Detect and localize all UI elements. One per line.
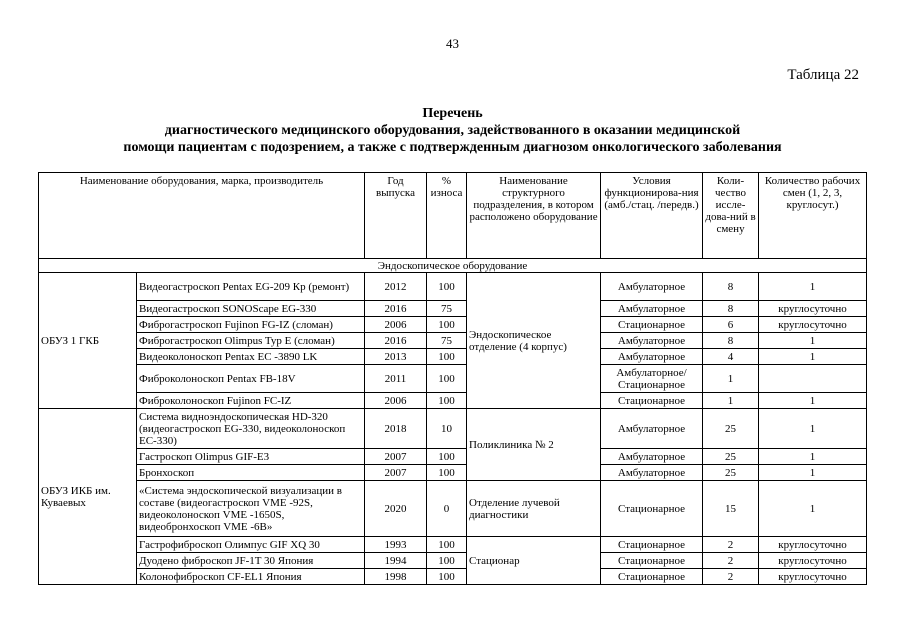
table-row — [39, 465, 867, 481]
conditions-cell: Амбулаторное/ Стационарное — [601, 365, 703, 393]
table-row — [39, 481, 867, 537]
wear-cell: 0 — [427, 481, 467, 537]
shifts-cell: круглосуточно — [759, 553, 867, 569]
count-cell: 6 — [703, 317, 759, 333]
count-cell: 25 — [703, 449, 759, 465]
wear-cell: 100 — [427, 393, 467, 409]
year-cell: 1993 — [365, 537, 427, 553]
table-row — [39, 537, 867, 553]
section-label: Эндоскопическое оборудование — [39, 259, 867, 273]
table-row — [39, 333, 867, 349]
wear-cell: 100 — [427, 465, 467, 481]
year-cell: 2006 — [365, 393, 427, 409]
conditions-cell: Стационарное — [601, 317, 703, 333]
equipment-name: Видеогастроскоп SONOScape EG-330 — [137, 301, 365, 317]
equipment-name: Дуодено фиброскоп JF-1T 30 Япония — [137, 553, 365, 569]
shifts-cell: 1 — [759, 349, 867, 365]
title-line-3: помощи пациентам с подозрением, а также с подтвержденным диагнозом онкологического заболевания — [123, 140, 782, 155]
year-cell: 2020 — [365, 481, 427, 537]
unit-cell: Отделение лучевой диагностики — [467, 481, 601, 537]
shifts-cell: круглосуточно — [759, 301, 867, 317]
count-cell: 25 — [703, 409, 759, 449]
document-title — [0, 105, 905, 156]
table-row — [39, 569, 867, 585]
equipment-name: Видеогастроскоп Pentax EG-209 Кр (ремонт) — [137, 273, 365, 301]
section-row — [39, 259, 867, 273]
conditions-cell: Амбулаторное — [601, 449, 703, 465]
conditions-cell: Амбулаторное — [601, 301, 703, 317]
table-row — [39, 393, 867, 409]
year-cell: 2016 — [365, 301, 427, 317]
table-row — [39, 349, 867, 365]
year-cell: 2016 — [365, 333, 427, 349]
title-line-1: Перечень — [422, 106, 483, 121]
conditions-cell: Стационарное — [601, 393, 703, 409]
shifts-cell — [759, 365, 867, 393]
wear-cell: 100 — [427, 449, 467, 465]
equipment-name: Фиброгастроскоп Olimpus Typ E (сломан) — [137, 333, 365, 349]
year-cell: 2007 — [365, 465, 427, 481]
table-row — [39, 317, 867, 333]
conditions-cell: Амбулаторное — [601, 465, 703, 481]
table-row — [39, 365, 867, 393]
year-cell: 1994 — [365, 553, 427, 569]
equipment-name: Колонофиброскоп CF-EL1 Япония — [137, 569, 365, 585]
shifts-cell: 1 — [759, 481, 867, 537]
unit-cell: Поликлиника № 2 — [467, 409, 601, 481]
header-shifts: Количество рабочих смен (1, 2, 3, круглосут.) — [759, 173, 867, 259]
shifts-cell: 1 — [759, 465, 867, 481]
conditions-cell: Амбулаторное — [601, 349, 703, 365]
count-cell: 8 — [703, 333, 759, 349]
shifts-cell: 1 — [759, 409, 867, 449]
year-cell: 2013 — [365, 349, 427, 365]
equipment-name: Гастрофиброскоп Олимпус GIF XQ 30 — [137, 537, 365, 553]
table-row — [39, 449, 867, 465]
wear-cell: 100 — [427, 569, 467, 585]
header-name: Наименование оборудования, марка, производитель — [39, 173, 365, 259]
count-cell: 1 — [703, 365, 759, 393]
shifts-cell: 1 — [759, 393, 867, 409]
header-count: Коли-чество иссле-дова-ний в смену — [703, 173, 759, 259]
conditions-cell: Стационарное — [601, 553, 703, 569]
conditions-cell: Амбулаторное — [601, 409, 703, 449]
header-unit: Наименование структурного подразделения, в котором расположено оборудование — [467, 173, 601, 259]
count-cell: 8 — [703, 301, 759, 317]
header-wear: % износа — [427, 173, 467, 259]
equipment-name: Бронхоскоп — [137, 465, 365, 481]
count-cell: 8 — [703, 273, 759, 301]
equipment-name: Фиброгастроскоп Fujinon FG-IZ (сломан) — [137, 317, 365, 333]
shifts-cell: 1 — [759, 449, 867, 465]
count-cell: 25 — [703, 465, 759, 481]
conditions-cell: Амбулаторное — [601, 273, 703, 301]
wear-cell: 100 — [427, 349, 467, 365]
shifts-cell: круглосуточно — [759, 317, 867, 333]
org-cell: ОБУЗ ИКБ им. Куваевых — [39, 409, 137, 585]
header-row — [39, 173, 867, 259]
year-cell: 2012 — [365, 273, 427, 301]
shifts-cell: круглосуточно — [759, 569, 867, 585]
wear-cell: 75 — [427, 301, 467, 317]
equipment-name: «Система эндоскопической визуализации в составе (видеогастроскоп VME -92S, видеоколоноскоп VME -1650S, видеобронхоскоп VME -6B» — [137, 481, 365, 537]
count-cell: 2 — [703, 569, 759, 585]
equipment-name: Система видноэндоскопическая HD-320 (видеогастроскоп EG-330, видеоколоноскоп EC-330) — [137, 409, 365, 449]
shifts-cell: 1 — [759, 333, 867, 349]
wear-cell: 75 — [427, 333, 467, 349]
conditions-cell: Стационарное — [601, 481, 703, 537]
conditions-cell: Амбулаторное — [601, 333, 703, 349]
unit-cell: Стационар — [467, 537, 601, 585]
year-cell: 2011 — [365, 365, 427, 393]
unit-cell: Эндоскопическое отделение (4 корпус) — [467, 273, 601, 409]
equipment-name: Видеоколоноскоп Pentax EC -3890 LK — [137, 349, 365, 365]
header-conditions: Условия функционирова-ния (амб./стац. /передв.) — [601, 173, 703, 259]
count-cell: 2 — [703, 537, 759, 553]
year-cell: 2018 — [365, 409, 427, 449]
table-row — [39, 553, 867, 569]
wear-cell: 100 — [427, 273, 467, 301]
page-number: 43 — [446, 36, 459, 51]
header-year: Год выпуска — [365, 173, 427, 259]
count-cell: 4 — [703, 349, 759, 365]
wear-cell: 100 — [427, 537, 467, 553]
equipment-table — [38, 172, 867, 585]
wear-cell: 100 — [427, 317, 467, 333]
table-row — [39, 273, 867, 301]
shifts-cell: круглосуточно — [759, 537, 867, 553]
conditions-cell: Стационарное — [601, 537, 703, 553]
org-cell: ОБУЗ 1 ГКБ — [39, 273, 137, 409]
count-cell: 2 — [703, 553, 759, 569]
year-cell: 1998 — [365, 569, 427, 585]
equipment-name: Гастроскоп Olimpus GIF-E3 — [137, 449, 365, 465]
equipment-name: Фиброколоноскоп Fujinon FC-IZ — [137, 393, 365, 409]
wear-cell: 10 — [427, 409, 467, 449]
table-row — [39, 409, 867, 449]
wear-cell: 100 — [427, 365, 467, 393]
year-cell: 2006 — [365, 317, 427, 333]
shifts-cell: 1 — [759, 273, 867, 301]
conditions-cell: Стационарное — [601, 569, 703, 585]
wear-cell: 100 — [427, 553, 467, 569]
title-line-2: диагностического медицинского оборудования, задействованного в оказании медицинской — [164, 123, 741, 138]
count-cell: 1 — [703, 393, 759, 409]
year-cell: 2007 — [365, 449, 427, 465]
table-row — [39, 301, 867, 317]
count-cell: 15 — [703, 481, 759, 537]
equipment-name: Фиброколоноскоп Pentax FB-18V — [137, 365, 365, 393]
table-label: Таблица 22 — [787, 67, 859, 83]
